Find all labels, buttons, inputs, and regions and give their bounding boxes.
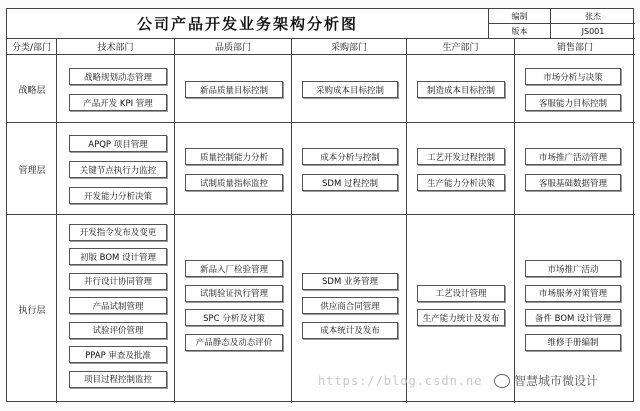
process-box: 维修手册编制	[525, 334, 621, 351]
process-box: 试验评价管理	[69, 322, 167, 339]
watermark-text: https://blog.csdn.ne	[318, 374, 483, 388]
row-label: 执行层	[18, 305, 46, 316]
edit-value: 张杰	[585, 11, 601, 21]
process-box: 客服能力目标控制	[525, 94, 621, 111]
process-box: SPC 分析及对策	[185, 309, 283, 326]
process-box: 市场分析与决策	[525, 68, 621, 85]
process-box: 市场服务对策管理	[525, 285, 621, 302]
process-box: 市场推广活动	[525, 260, 621, 277]
band-1	[7, 123, 635, 215]
process-box: 新品入厂检验管理	[185, 260, 283, 277]
process-box: 项目过程控制监控	[69, 371, 167, 388]
process-box: 试制质量指标监控	[185, 174, 283, 191]
process-box: 新品质量目标控制	[185, 81, 283, 98]
process-box: SDM 过程控制	[302, 174, 398, 191]
row-label: 管理层	[18, 165, 46, 176]
band-0	[7, 55, 635, 123]
process-box: 并行设计协同管理	[69, 273, 167, 290]
process-box: 工艺设计管理	[417, 285, 505, 302]
process-box: 生产能力分析决策	[417, 174, 505, 191]
process-box: 采购成本目标控制	[302, 81, 398, 98]
diagram-title: 公司产品开发业务架构分析图	[7, 9, 489, 39]
row-label: 战略层	[18, 85, 46, 96]
process-box: 战略规划动态管理	[69, 68, 167, 85]
header-2: 品质部门	[175, 39, 292, 55]
version-label: 版本	[489, 24, 551, 39]
brand-label: 智慧城市微设计	[514, 374, 599, 388]
process-box: 成本分析与控制	[302, 148, 398, 165]
process-box: 初版 BOM 设计管理	[69, 248, 167, 265]
process-box: 试制验证执行管理	[185, 285, 283, 302]
process-box: 质量控制能力分析	[185, 148, 283, 165]
version-value: JS001	[581, 27, 605, 36]
header-0: 分类/部门	[7, 39, 57, 55]
process-box: 备件 BOM 设计管理	[525, 309, 621, 326]
process-box: 开发指令发布及变更	[69, 224, 167, 241]
process-box: APQP 项目管理	[69, 135, 167, 152]
chat-icon	[494, 374, 510, 388]
brand-watermark	[494, 372, 598, 389]
meta-block	[489, 9, 635, 39]
header-3: 采购部门	[292, 39, 407, 55]
process-box: SDM 业务管理	[302, 273, 398, 290]
process-box: 产品开发 KPI 管理	[69, 94, 167, 111]
process-box: 生产能力统计及发布	[417, 309, 505, 326]
architecture-table	[6, 8, 634, 402]
process-box: 产品试制管理	[69, 297, 167, 314]
process-box: 制造成本目标控制	[417, 81, 505, 98]
process-box: PPAP 审查及批准	[69, 346, 167, 363]
process-box: 市场推广活动管理	[525, 148, 621, 165]
header-5: 销售部门	[515, 39, 635, 55]
header-4: 生产部门	[407, 39, 515, 55]
process-box: 产品静态及动态评价	[185, 334, 283, 351]
header-1: 技术部门	[57, 39, 175, 55]
process-box: 工艺开发过程控制	[417, 148, 505, 165]
process-box: 开发能力分析决策	[69, 187, 167, 204]
process-box: 关键节点执行力监控	[69, 161, 167, 178]
edit-label: 编制	[489, 9, 551, 23]
process-box: 成本统计及发布	[302, 322, 398, 339]
process-box: 供应商合同管理	[302, 297, 398, 314]
process-box: 客服基础数据管理	[525, 174, 621, 191]
